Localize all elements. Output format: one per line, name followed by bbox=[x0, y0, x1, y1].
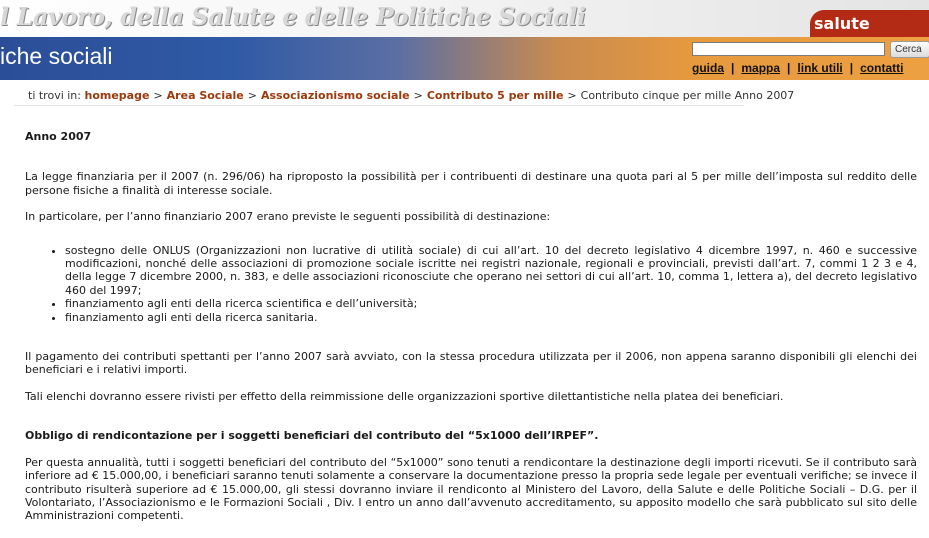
payment-paragraph: Il pagamento dei contributi spettanti per l’anno 2007 sarà avviato, con la stessa procedura utilizzata per il 2006, non appena saranno disponibili gli elenchi dei beneficiari e i relativi importi. bbox=[25, 350, 917, 377]
section-subheading: Obbligo di rendicontazione per i soggetti beneficiari del contributo del “5x1000 dell’IRPEF”. bbox=[25, 429, 599, 443]
breadcrumb-link-homepage[interactable]: homepage bbox=[84, 89, 150, 102]
breadcrumb-prefix: ti trovi in: bbox=[28, 89, 81, 102]
page-heading: Anno 2007 bbox=[25, 130, 92, 143]
destination-list bbox=[25, 244, 917, 324]
ministry-title: l Lavoro, della Salute e delle Politiche Sociali bbox=[0, 2, 586, 31]
top-link-mappa[interactable]: mappa bbox=[741, 61, 781, 75]
list-item: • finanziamento agli enti della ricerca scientifica e dell’università; bbox=[65, 297, 917, 310]
breadcrumb-link-contributo[interactable]: Contributo 5 per mille bbox=[426, 89, 564, 102]
obligation-paragraph: Per questa annualità, tutti i soggetti beneficiari del contributo del “5x1000” sono tenuti a rendicontare la destinazione degli importi ricevuti. Se il contributo sarà inferiore ad € 15.000,00, i beneficiari saranno tenuti solamente a conservare la documentazione presso la propria sede legale per eventuali verifiche; se invece il contributo risulterà superiore ad € 15.000,00, gli stessi dovranno inviare il rendiconto al Ministero del Lavoro, della Salute e delle Politiche Sociali – D.G. per il Volontariato, l’Associazionismo e le Formazioni Sociali , Div. I entro un anno dall’avvenuto accreditamento, su apposito modello che sarà pubblicato sul sito delle Amministrazioni competenti. bbox=[25, 455, 917, 523]
section-title: iche sociali bbox=[0, 43, 113, 69]
search-button[interactable]: Cerca bbox=[890, 41, 929, 58]
breadcrumb-separator: > bbox=[413, 89, 423, 102]
breadcrumb-divider bbox=[14, 105, 744, 106]
intro-paragraph: La legge finanziaria per il 2007 (n. 296/06) ha riproposto la possibilità per i contribuenti di destinare una quota pari al 5 per mille dell’imposta sul reddito delle persone fisiche a finalità di interesse sociale. bbox=[25, 170, 917, 197]
breadcrumb-separator: > bbox=[153, 89, 163, 102]
breadcrumb-link-area-sociale[interactable]: Area Sociale bbox=[166, 89, 244, 102]
top-link-separator: | bbox=[787, 61, 791, 75]
top-link-guida[interactable]: guida bbox=[692, 61, 724, 75]
breadcrumb bbox=[28, 89, 794, 102]
breadcrumb-separator: > bbox=[247, 89, 257, 102]
search-input[interactable] bbox=[692, 42, 885, 56]
revision-paragraph: Tali elenchi dovranno essere rivisti per effetto della reimmissione delle organizzazioni sportive dilettantistiche nella platea dei beneficiari. bbox=[25, 389, 784, 403]
list-item: • sostegno delle ONLUS (Organizzazioni non lucrative di utilità sociale) di cui all’art. 10 del decreto legislativo 4 dicembre 1997, n. 460 e successive modificazioni, nonché delle associazioni di promozione sociale iscritte nei registri nazionale, regionali e provinciali, previsti dall’art. 7, commi 1 2 3 e 4, della legge 7 dicembre 2000, n. 383, e delle associazioni riconosciute che operano nei settori di cui all’art. 10, comma 1, lettera a), del decreto legislativo 460 del 1997; bbox=[65, 244, 917, 298]
breadcrumb-link-associazionismo[interactable]: Associazionismo sociale bbox=[260, 89, 410, 102]
ministry-banner bbox=[0, 0, 929, 37]
top-link-link-utili[interactable]: link utili bbox=[797, 61, 843, 75]
list-item: • finanziamento agli enti della ricerca sanitaria. bbox=[65, 311, 917, 324]
lead-paragraph: In particolare, per l’anno finanziario 2007 erano previste le seguenti possibilità di destinazione: bbox=[25, 210, 551, 224]
top-link-separator: | bbox=[731, 61, 735, 75]
breadcrumb-separator: > bbox=[567, 89, 577, 102]
top-link-contatti[interactable]: contatti bbox=[860, 61, 904, 75]
breadcrumb-current: Contributo cinque per mille Anno 2007 bbox=[580, 89, 795, 102]
section-tab-salute[interactable]: salute bbox=[810, 10, 929, 37]
top-links bbox=[692, 61, 903, 75]
main-content bbox=[25, 130, 917, 523]
section-bar bbox=[0, 37, 929, 80]
top-link-separator: | bbox=[849, 61, 854, 75]
